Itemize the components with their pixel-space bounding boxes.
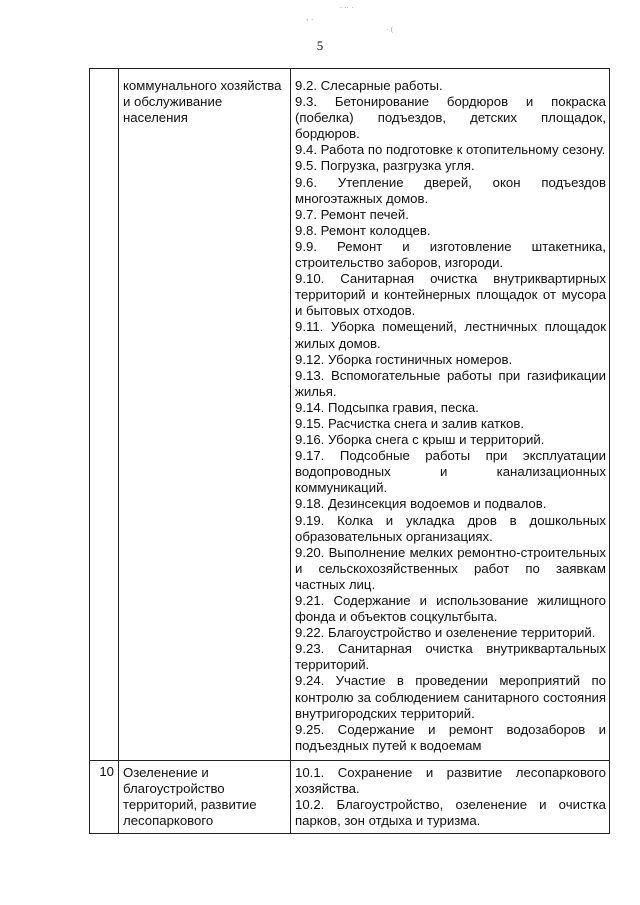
- table-row: [90, 69, 610, 761]
- work-item: 9.13. Вспомогательные работы при газификации жилья.: [295, 367, 606, 399]
- page-number: 5: [316, 38, 324, 53]
- work-item: 9.11. Уборка помещений, лестничных площадок жилых домов.: [295, 319, 606, 351]
- work-item: 9.19. Колка и укладка дров в дошкольных образовательных организациях.: [295, 512, 606, 544]
- activity-name: коммунального хозяйства и обслуживание населения: [119, 69, 291, 761]
- work-item: 9.24. Участие в проведении мероприятий по контролю за соблюдением санитарного состояния внутригородских территорий.: [295, 673, 606, 721]
- work-item: 9.20. Выполнение мелких ремонтно-строительных и сельскохозяйственных работ по заявкам частных лиц.: [295, 544, 606, 592]
- work-item: 9.9. Ремонт и изготовление штакетника, строительство заборов, изгороди.: [295, 238, 606, 271]
- scan-artifact: · (: [386, 26, 394, 34]
- work-item: 9.14. Подсыпка гравия, песка.: [295, 399, 479, 415]
- row-number: [90, 69, 119, 761]
- work-item: 9.17. Подсобные работы при эксплуатации водопроводных и канализационных коммуникаций.: [295, 448, 606, 496]
- works-table: [89, 68, 610, 834]
- work-item: 9.16. Уборка снега с крыш и территорий.: [295, 432, 545, 448]
- table-row: [90, 760, 610, 833]
- work-item: 9.5. Погрузка, разгрузка угля.: [295, 158, 475, 174]
- work-item: 10.2. Благоустройство, озеленение и очистка парков, зон отдыха и туризма.: [295, 797, 606, 829]
- works-list: [291, 760, 610, 833]
- row-number: 10: [90, 760, 119, 833]
- scan-artifact: ‹ ·: [306, 16, 314, 24]
- scan-artifact: · ·· ·: [340, 4, 354, 12]
- work-item: 9.8. Ремонт колодцев.: [295, 222, 431, 238]
- work-item: 9.12. Уборка гостиничных номеров.: [295, 351, 513, 367]
- works-list: [291, 69, 610, 761]
- work-item: 9.3. Бетонирование бордюров и покраска (побелка) подъездов, детских площадок, бордюров.: [295, 94, 606, 142]
- work-item: 9.6. Утепление дверей, окон подъездов многоэтажных домов.: [295, 174, 606, 206]
- work-item: 9.21. Содержание и использование жилищного фонда и объектов соцкультбыта.: [295, 593, 606, 625]
- work-item: 9.2. Слесарные работы.: [295, 78, 443, 93]
- work-item: 9.25. Содержание и ремонт водозаборов и подъездных путей к водоемам: [295, 721, 606, 753]
- work-item: 9.23. Санитарная очистка внутриквартальных территорий.: [295, 641, 606, 673]
- work-item: 9.10. Санитарная очистка внутриквартирных территорий и контейнерных площадок от мусора и бытовых отходов.: [295, 271, 606, 319]
- work-item: 9.4. Работа по подготовке к отопительному сезону.: [295, 142, 606, 158]
- work-item: 10.1. Сохранение и развитие лесопаркового хозяйства.: [295, 764, 606, 797]
- work-item: 9.18. Дезинсекция водоемов и подвалов.: [295, 496, 547, 512]
- work-item: 9.15. Расчистка снега и залив катков.: [295, 415, 524, 431]
- activity-name: Озеленение и благоустройство территорий, развитие лесопаркового: [119, 760, 291, 833]
- work-item: 9.22. Благоустройство и озеленение территорий.: [295, 625, 596, 641]
- work-item: 9.7. Ремонт печей.: [295, 206, 409, 222]
